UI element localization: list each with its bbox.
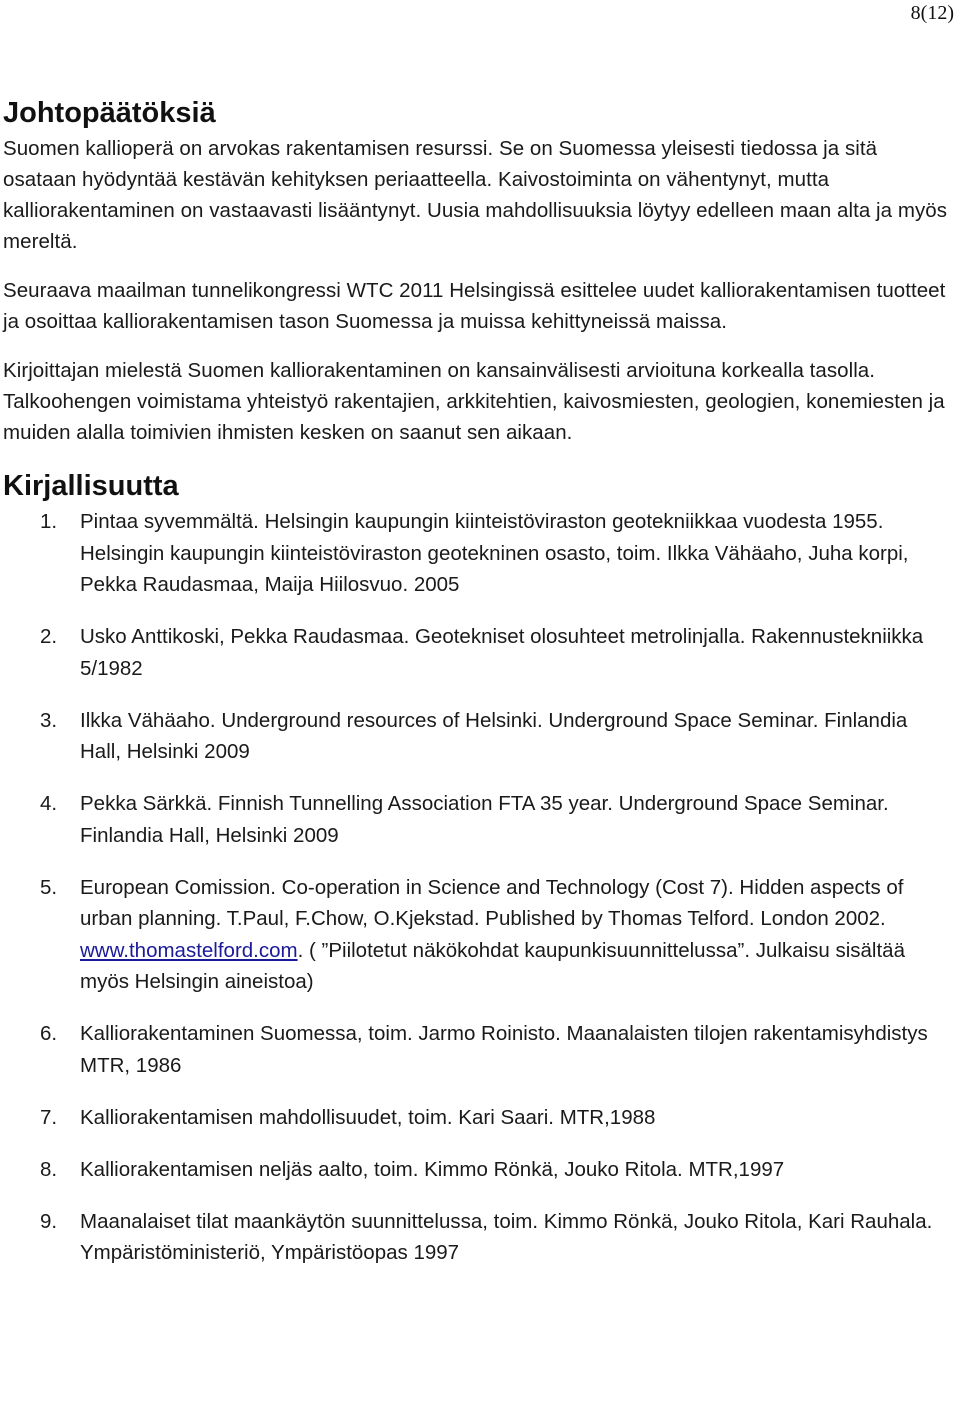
reference-text: Ilkka Vähäaho. Underground resources of Helsinki. Underground Space Seminar. Finlandia Hall, Helsinki 2009 [80, 708, 908, 763]
conclusions-paragraph-2: Seuraava maailman tunnelikongressi WTC 2011 Helsingissä esittelee uudet kalliorakentamisen tuotteet ja osoittaa kalliorakentamisen tason Suomessa ja muissa kehittyneissä maissa. [3, 279, 946, 333]
reference-item-8 [3, 1154, 953, 1186]
reference-text: Pekka Särkkä. Finnish Tunnelling Association FTA 35 year. Underground Space Seminar. Finlandia Hall, Helsinki 2009 [80, 792, 889, 847]
reference-text: Usko Anttikoski, Pekka Raudasmaa. Geotekniset olosuhteet metrolinjalla. Rakennustekniikka 5/1982 [80, 625, 924, 680]
reference-item-1 [3, 506, 953, 601]
reference-number: 9. [40, 1209, 58, 1233]
conclusions-paragraph-3: Kirjoittajan mielestä Suomen kalliorakentaminen on kansainvälisesti arvioituna korkealla tasolla. Talkoohengen voimistama yhteistyö rakentajien, arkkitehtien, kaivosmiesten, geologien, konemiesten ja muiden alalla toimivien ihmisten kesken on saanut sen aikaan. [3, 359, 945, 444]
reference-number: 3. [40, 708, 58, 732]
reference-item-9 [3, 1206, 953, 1269]
references-list [3, 506, 953, 1269]
reference-number: 2. [40, 625, 58, 648]
reference-number: 5. [40, 875, 58, 899]
reference-text: Kalliorakentaminen Suomessa, toim. Jarmo Roinisto. Maanalaisten tilojen rakentamisyhdistys MTR, 1986 [80, 1022, 928, 1077]
reference-number: 7. [40, 1105, 58, 1129]
reference-number: 1. [40, 510, 58, 533]
reference-item-7 [3, 1102, 953, 1134]
document-body [3, 93, 953, 1289]
thomastelford-link[interactable]: www.thomastelford.com [80, 938, 298, 962]
reference-text: Kalliorakentamisen mahdollisuudet, toim. Kari Saari. MTR,1988 [80, 1105, 656, 1129]
reference-item-4 [3, 788, 953, 851]
reference-text: Kalliorakentamisen neljäs aalto, toim. Kimmo Rönkä, Jouko Ritola. MTR,1997 [80, 1157, 785, 1181]
reference-number: 6. [40, 1022, 58, 1045]
reference-number: 8. [40, 1157, 58, 1181]
conclusions-paragraph-1: Suomen kallioperä on arvokas rakentamisen resurssi. Se on Suomessa yleisesti tiedossa ja sitä osataan hyödyntää kestävän kehityksen periaatteella. Kaivostoiminta on vähentynyt, mutta kalliorakentaminen on vastaavasti lisääntynyt. Uusia mahdollisuuksia löytyy edelleen maan alta ja myös mereltä. [3, 137, 948, 253]
reference-text: Pintaa syvemmältä. Helsingin kaupungin kiinteistöviraston geotekniikkaa vuodesta 1955. Helsingin kaupungin kiinteistöviraston geotekninen osasto, toim. Ilkka Vähäaho, Juha korpi, Pekka Raudasmaa, Maija Hiilosvuo. 2005 [80, 510, 909, 596]
page-number: 8(12) [910, 2, 954, 24]
reference-item-5 [3, 872, 953, 998]
conclusions-heading: Johtopäätöksiä [3, 97, 216, 129]
reference-item-6 [3, 1018, 953, 1081]
reference-item-3 [3, 705, 953, 768]
reference-text: Maanalaiset tilat maankäytön suunnittelussa, toim. Kimmo Rönkä, Jouko Ritola, Kari Rauhala. Ympäristöministeriö, Ympäristöopas 1997 [80, 1209, 933, 1264]
reference-number: 4. [40, 792, 58, 815]
reference-text-after-link: . ( ”Piilotetut näkökohdat kaupunkisuunnittelussa”. Julkaisu sisältää myös Helsingin aineistoa) [80, 938, 905, 993]
reference-text-before-link: European Comission. Co-operation in Science and Technology (Cost 7). Hidden aspects of urban planning. T.Paul, F.Chow, O.Kjekstad. Published by Thomas Telford. London 2002. [80, 875, 904, 930]
reference-item-2 [3, 621, 953, 684]
references-heading: Kirjallisuutta [3, 470, 179, 502]
